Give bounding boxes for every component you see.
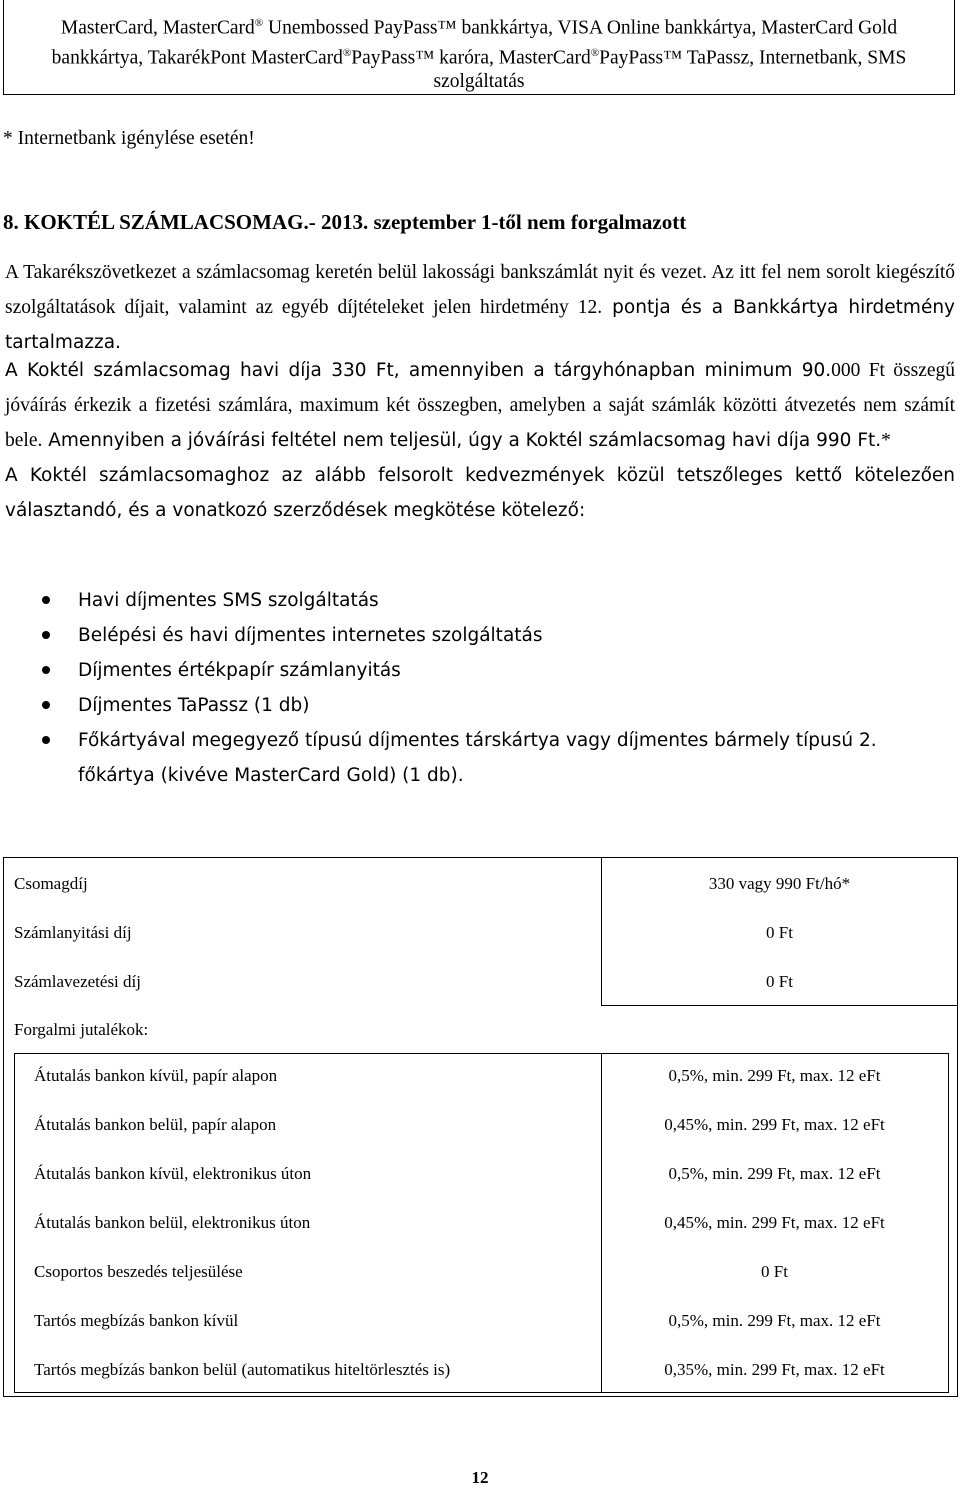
benefits-intro: A Koktél számlacsomaghoz az alább felsorolt kedvezmények közül tetszőleges kettő kötelezően választandó, és a vonatkozó szerződések megkötése kötelező: bbox=[5, 465, 955, 521]
header-text: Unembossed PayPass™ bankkártya, VISA Online bankkártya, MasterCard Gold bbox=[263, 17, 898, 39]
turnover-label: Tartós megbízás bankon kívül bbox=[34, 1311, 239, 1330]
fee-table bbox=[3, 857, 958, 1397]
fee-text: 000 Ft összegű jóváírás érkezik a fizetési számlára, maximum két összegben, amelyben a saját számlák közötti átvezetés nem számít bele. bbox=[5, 360, 956, 451]
list-item bbox=[5, 583, 955, 618]
bullet-icon bbox=[42, 736, 50, 744]
fee-label: Számlanyitási díj bbox=[14, 923, 132, 942]
turnover-value: 0,5%, min. 299 Ft, max. 12 eFt bbox=[668, 1164, 881, 1183]
bullet-icon bbox=[42, 596, 50, 604]
fee-text: Amennyiben a jóváírási feltétel nem teljesül, úgy a Koktél számlacsomag havi díja 990 Ft. bbox=[42, 430, 882, 451]
asterisk: * bbox=[881, 430, 891, 451]
turnover-value: 0,5%, min. 299 Ft, max. 12 eFt bbox=[668, 1311, 881, 1330]
turnover-label: Csoportos beszedés teljesülése bbox=[34, 1262, 243, 1281]
list-item bbox=[5, 653, 955, 688]
registered-mark: ® bbox=[590, 46, 600, 59]
header-text: bankkártya, TakarékPont MasterCard bbox=[51, 47, 343, 68]
turnover-table bbox=[14, 1053, 949, 1393]
internetbank-note: * Internetbank igénylése esetén! bbox=[3, 128, 255, 149]
benefit-text: Díjmentes értékpapír számlanyitás bbox=[78, 660, 401, 681]
intro-text-sans: pontja és a Bankkártya hirdetmény tartalmazza. bbox=[5, 297, 955, 353]
benefit-text: Belépési és havi díjmentes internetes szolgáltatás bbox=[78, 625, 543, 646]
header-line-2 bbox=[4, 41, 954, 71]
turnover-value: 0,35%, min. 299 Ft, max. 12 eFt bbox=[664, 1360, 885, 1379]
turnover-label: Átutalás bankon belül, elektronikus úton bbox=[34, 1213, 311, 1232]
list-item bbox=[5, 688, 955, 723]
document-header bbox=[3, 0, 955, 95]
turnover-label: Átutalás bankon kívül, papír alapon bbox=[34, 1066, 278, 1085]
bullet-icon bbox=[42, 666, 50, 674]
registered-mark: ® bbox=[254, 17, 264, 29]
registered-mark: ® bbox=[342, 46, 352, 59]
fee-value: 0 Ft bbox=[766, 972, 793, 991]
intro-text: A Takarékszövetkezet a számlacsomag keretén belül lakossági bankszámlát nyit és vezet. Az itt fel nem sorolt kiegészítő szolgáltatások díjait, valamint az egyéb díjtételeket jelen hirdetmény 12. bbox=[5, 262, 955, 318]
benefits-list bbox=[5, 583, 955, 793]
turnover-label: Átutalás bankon kívül, elektronikus úton bbox=[34, 1164, 312, 1183]
turnover-label: Átutalás bankon belül, papír alapon bbox=[34, 1115, 277, 1134]
header-line-3: szolgáltatás bbox=[433, 71, 525, 92]
turnover-value: 0 Ft bbox=[761, 1262, 788, 1281]
turnover-heading: Forgalmi jutalékok: bbox=[14, 1020, 149, 1039]
fee-text: A Koktél számlacsomag havi díja 330 Ft, amennyiben a tárgyhónapban minimum 90. bbox=[5, 360, 832, 381]
turnover-value: 0,45%, min. 299 Ft, max. 12 eFt bbox=[664, 1213, 885, 1232]
list-item bbox=[5, 723, 955, 793]
benefit-text: Díjmentes TaPassz (1 db) bbox=[78, 695, 310, 716]
fee-label: Csomagdíj bbox=[14, 874, 88, 893]
header-text: MasterCard, MasterCard bbox=[60, 17, 255, 39]
turnover-value: 0,5%, min. 299 Ft, max. 12 eFt bbox=[668, 1066, 881, 1085]
benefit-text: Főkártyával megegyező típusú díjmentes társkártya vagy díjmentes bármely típusú 2. főkártya (kivéve MasterCard Gold) (1 db). bbox=[78, 730, 877, 786]
intro-paragraph bbox=[5, 255, 955, 360]
header-text: PayPass™ TaPassz, Internetbank, SMS bbox=[599, 47, 907, 68]
fee-value: 330 vagy 990 Ft/hó* bbox=[708, 874, 851, 893]
header-line-1 bbox=[4, 11, 954, 41]
header-text: PayPass™ karóra, MasterCard bbox=[351, 47, 591, 68]
bullet-icon bbox=[42, 701, 50, 709]
fee-paragraph bbox=[5, 353, 955, 528]
turnover-value: 0,45%, min. 299 Ft, max. 12 eFt bbox=[664, 1115, 885, 1134]
fee-label: Számlavezetési díj bbox=[14, 972, 141, 991]
bullet-icon bbox=[42, 631, 50, 639]
page-number: 12 bbox=[471, 1468, 489, 1487]
fee-value: 0 Ft bbox=[766, 923, 793, 942]
list-item bbox=[5, 618, 955, 653]
turnover-label: Tartós megbízás bankon belül (automatikus hiteltörlesztés is) bbox=[34, 1360, 451, 1379]
benefit-text: Havi díjmentes SMS szolgáltatás bbox=[78, 590, 379, 611]
section-title: 8. KOKTÉL SZÁMLACSOMAG.- 2013. szeptember 1-től nem forgalmazott bbox=[3, 210, 687, 234]
